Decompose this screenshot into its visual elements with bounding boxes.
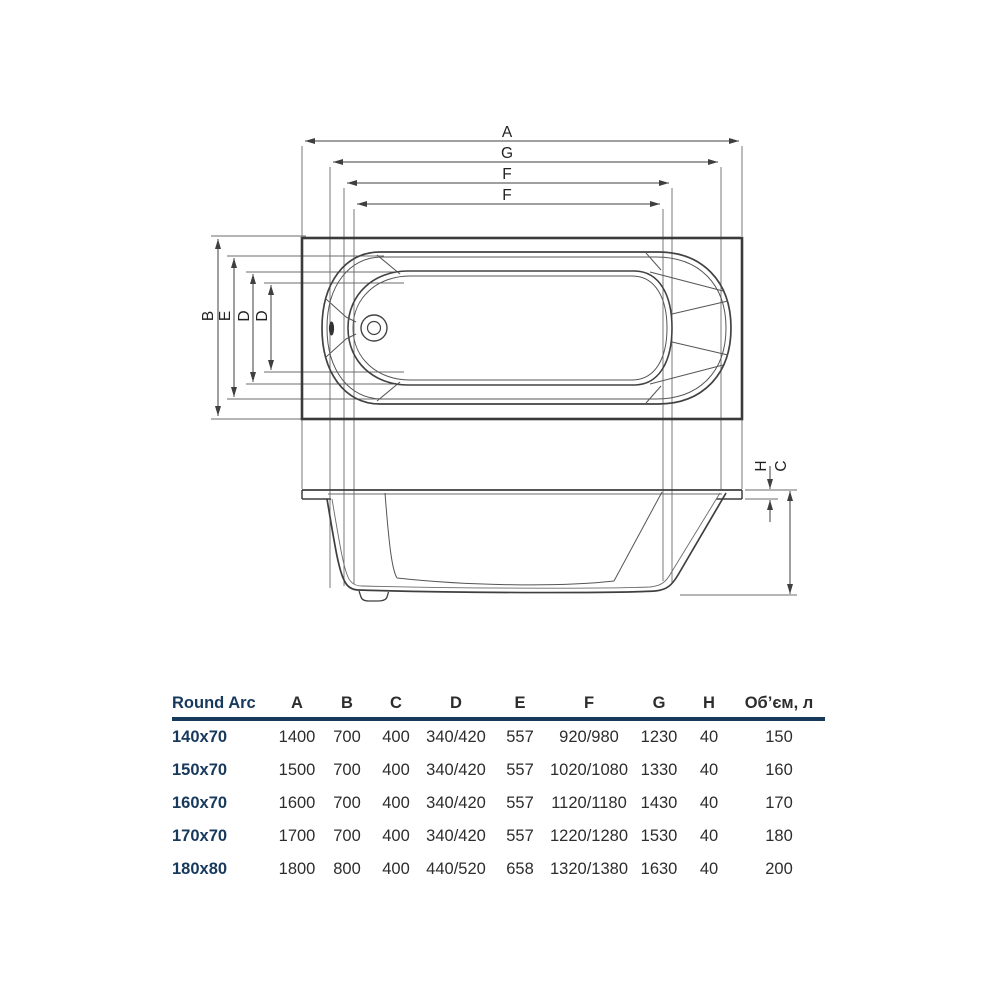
foot-bump: [359, 591, 389, 601]
size-label: 140x70: [172, 728, 228, 746]
dim-label-h: H: [753, 460, 770, 472]
table-row: [172, 820, 828, 853]
side-view: [302, 490, 742, 601]
cell-volume: 200: [765, 860, 793, 878]
col-header-b: B: [341, 694, 353, 712]
dim-label-e: E: [217, 310, 234, 322]
cell-e: 557: [506, 728, 534, 746]
cell-a: 1600: [278, 794, 316, 812]
cell-e: 557: [506, 827, 534, 845]
basin-profile-lines: [385, 492, 662, 585]
shell-outer-line: [327, 493, 726, 593]
cell-g: 1530: [640, 827, 678, 845]
col-header-volume: Об’єм, л: [744, 694, 814, 712]
cell-volume: 150: [765, 728, 793, 746]
cell-d: 340/420: [426, 728, 486, 746]
dim-label-g: G: [500, 145, 514, 162]
col-header-f: F: [583, 694, 595, 712]
cell-a: 1500: [278, 761, 316, 779]
cell-a: 1400: [278, 728, 316, 746]
col-header-a: A: [291, 694, 303, 712]
cell-d: 340/420: [426, 827, 486, 845]
extension-lines: [211, 146, 797, 595]
cell-f: 920/980: [559, 728, 619, 746]
col-header-e: E: [514, 694, 526, 712]
basin-outer-contour: [348, 271, 672, 385]
col-header-g: G: [652, 694, 666, 712]
cell-h: 40: [699, 827, 719, 845]
col-header-h: H: [703, 694, 715, 712]
basin-inner-contour: [353, 276, 667, 380]
cell-volume: 170: [765, 794, 793, 812]
cell-f: 1220/1280: [550, 827, 628, 845]
cell-h: 40: [699, 728, 719, 746]
cell-b: 700: [333, 827, 361, 845]
cell-f: 1320/1380: [550, 860, 628, 878]
cell-c: 400: [382, 794, 410, 812]
cell-h: 40: [699, 761, 719, 779]
top-view: [302, 238, 742, 419]
rim-flanges: [302, 490, 742, 499]
dimensions-table: [172, 690, 828, 886]
cell-e: 557: [506, 794, 534, 812]
table-title: Round Arc: [172, 694, 256, 712]
dim-label-a: A: [501, 124, 513, 141]
cell-a: 1800: [278, 860, 316, 878]
cell-g: 1430: [640, 794, 678, 812]
cell-c: 400: [382, 728, 410, 746]
size-label: 160x70: [172, 794, 228, 812]
size-label: 150x70: [172, 761, 228, 779]
cell-h: 40: [699, 860, 719, 878]
cell-g: 1630: [640, 860, 678, 878]
cell-d: 440/520: [426, 860, 486, 878]
cell-volume: 160: [765, 761, 793, 779]
cell-d: 340/420: [426, 761, 486, 779]
col-header-c: C: [390, 694, 402, 712]
cell-b: 700: [333, 728, 361, 746]
dim-label-c: C: [773, 460, 790, 472]
table-row: [172, 721, 828, 754]
cell-d: 340/420: [426, 794, 486, 812]
table-header-row: [172, 690, 828, 717]
cell-g: 1230: [640, 728, 678, 746]
table-row: [172, 754, 828, 787]
cell-a: 1700: [278, 827, 316, 845]
dim-label-f1: F: [502, 166, 512, 183]
cell-c: 400: [382, 827, 410, 845]
cell-h: 40: [699, 794, 719, 812]
dim-label-d1: D: [236, 310, 253, 322]
dim-label-f2: F: [502, 187, 512, 204]
shell-inner-line: [332, 493, 720, 588]
cell-c: 400: [382, 761, 410, 779]
cell-volume: 180: [765, 827, 793, 845]
cell-b: 700: [333, 794, 361, 812]
cell-f: 1020/1080: [550, 761, 628, 779]
cell-e: 557: [506, 761, 534, 779]
cell-b: 800: [333, 860, 361, 878]
overflow-mark: [329, 322, 334, 336]
table-row: [172, 853, 828, 886]
cell-f: 1120/1180: [551, 794, 627, 812]
drain: [361, 315, 387, 341]
table-row: [172, 787, 828, 820]
size-label: 180x80: [172, 860, 228, 878]
dim-label-d2: D: [254, 310, 271, 322]
cell-g: 1330: [640, 761, 678, 779]
cell-e: 658: [506, 860, 534, 878]
cell-b: 700: [333, 761, 361, 779]
dim-label-b: B: [200, 310, 217, 322]
cell-c: 400: [382, 860, 410, 878]
size-label: 170x70: [172, 827, 228, 845]
dimension-lines: [218, 141, 790, 594]
col-header-d: D: [450, 694, 462, 712]
